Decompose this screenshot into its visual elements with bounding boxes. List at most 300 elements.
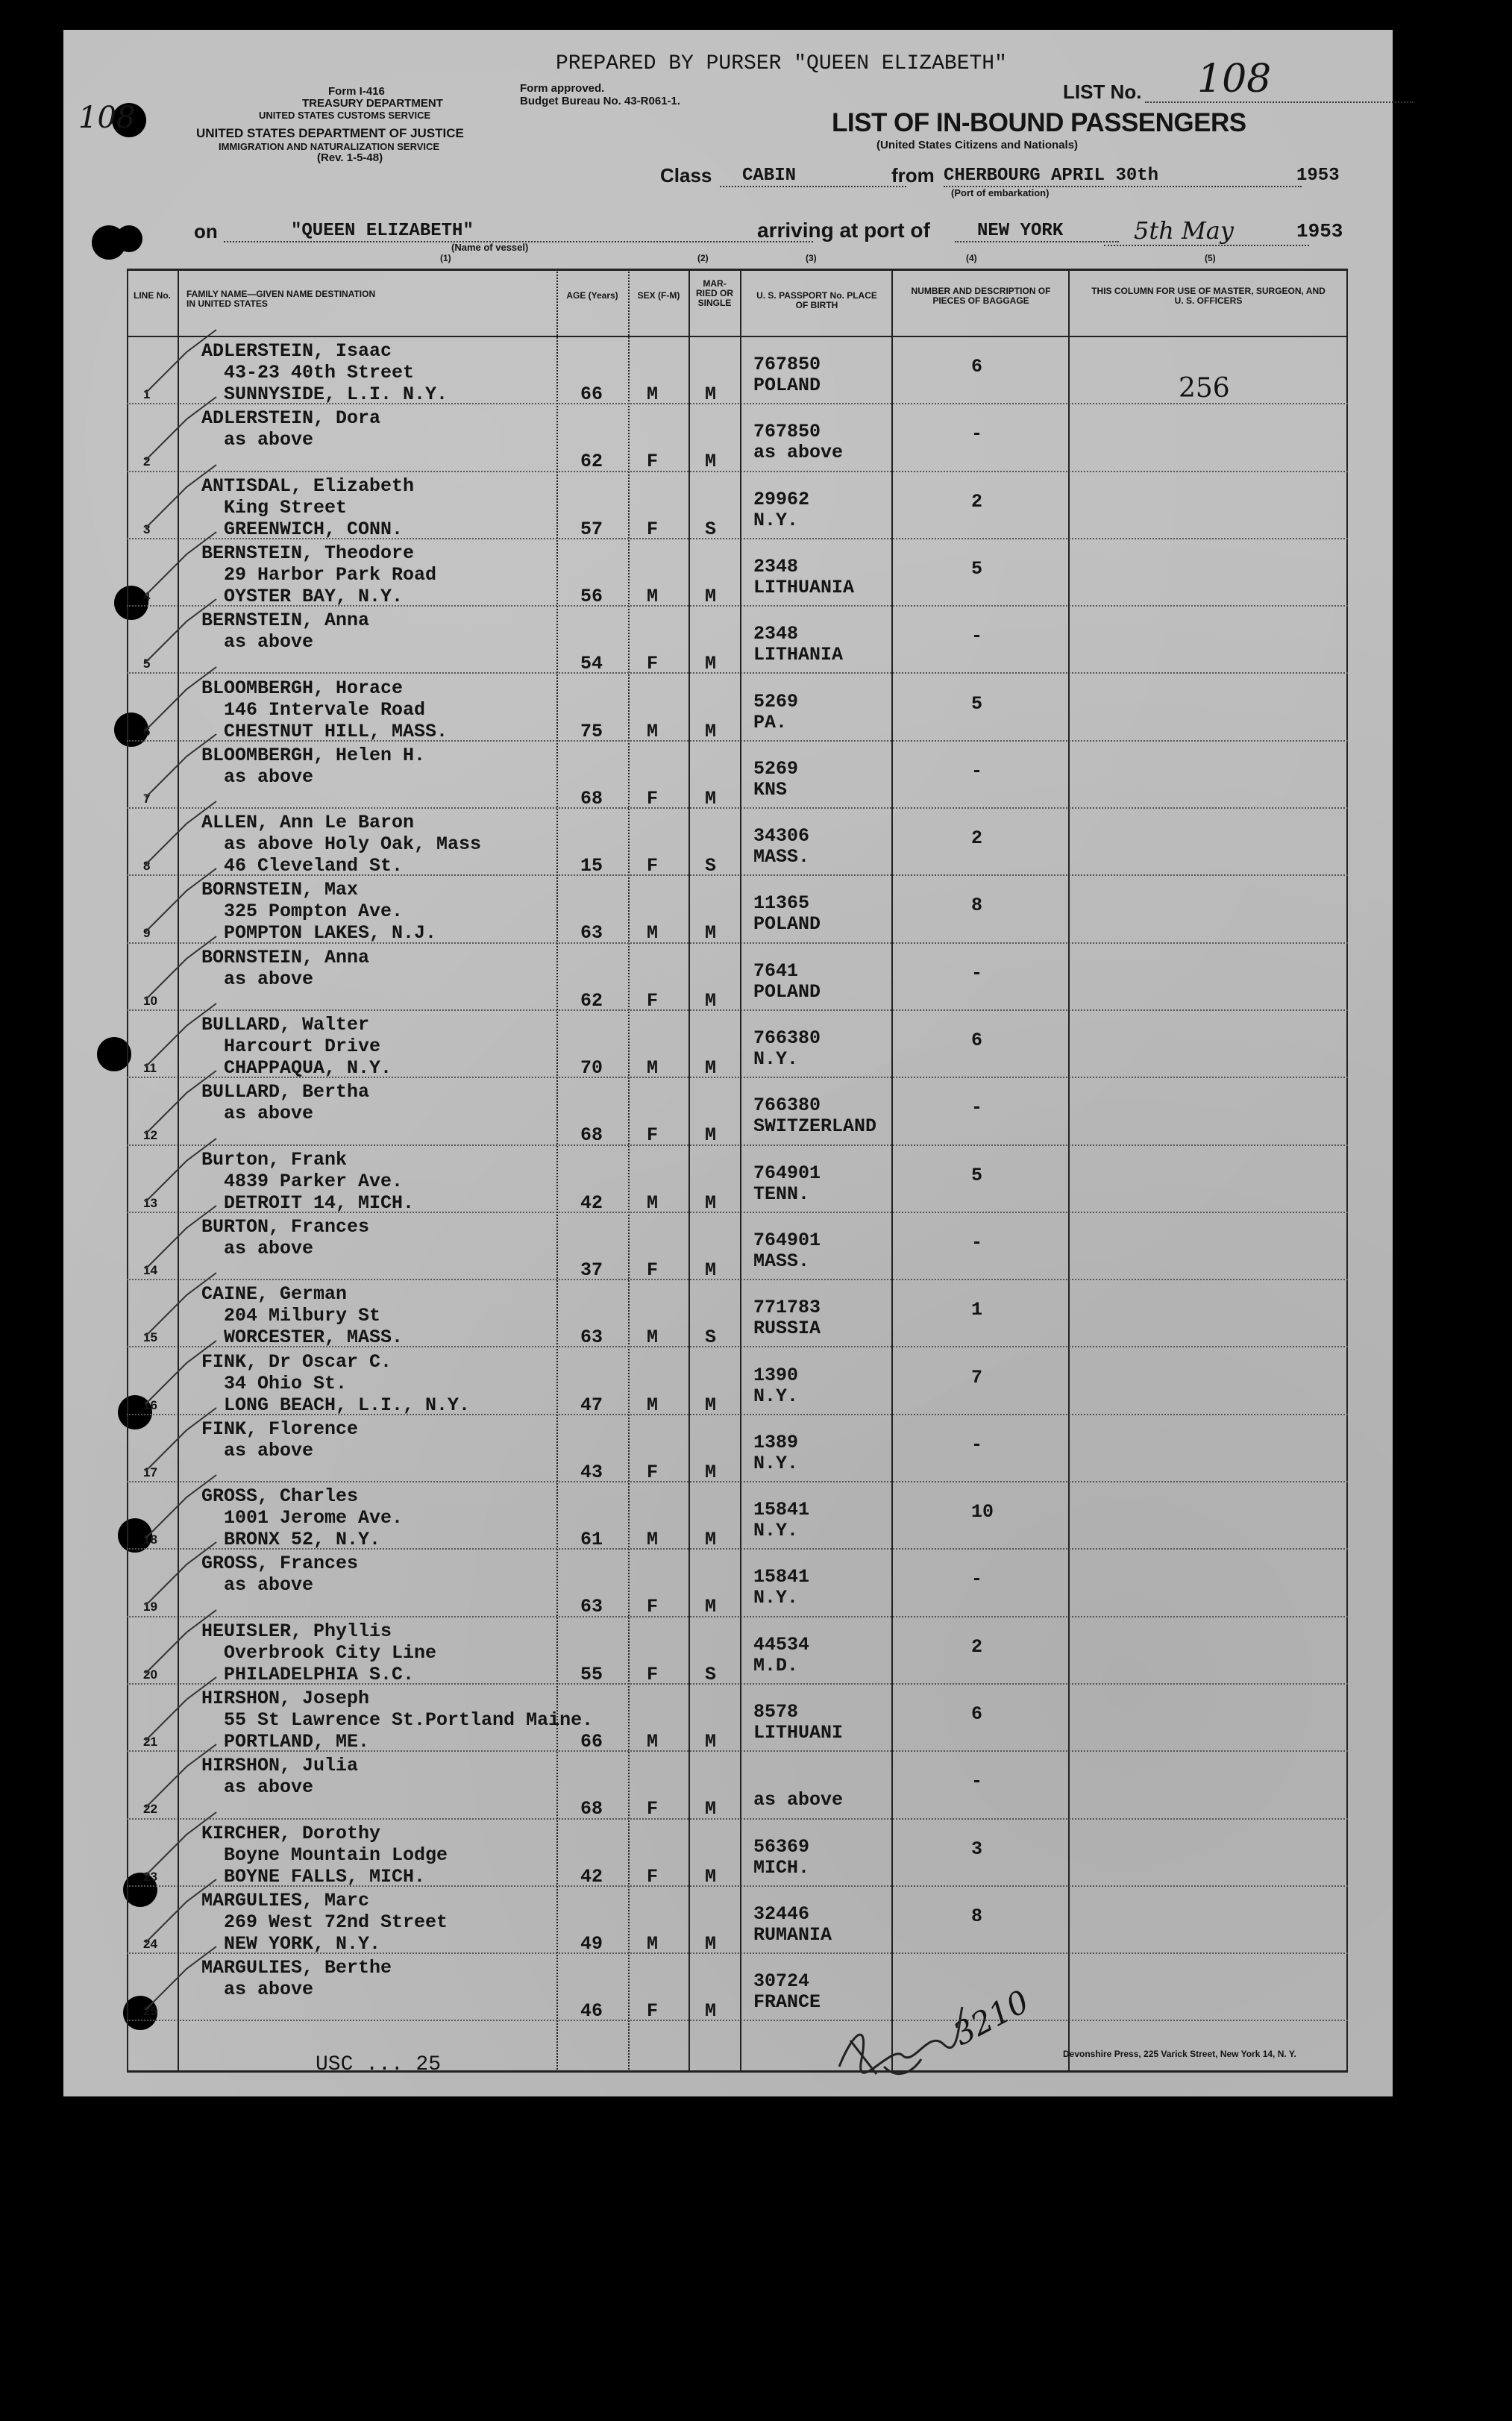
passenger-name: ANTISDAL, Elizabeth bbox=[201, 475, 415, 497]
passenger-age: 55 bbox=[580, 1663, 603, 1685]
passenger-address: Boyne Mountain Lodge bbox=[224, 1844, 448, 1866]
passenger-age: 42 bbox=[580, 1865, 603, 1888]
passenger-age: 37 bbox=[580, 1259, 603, 1281]
passenger-destination: BOYNE FALLS, MICH. bbox=[224, 1865, 426, 1888]
purser-signature bbox=[832, 1999, 966, 2089]
baggage-count: - bbox=[971, 625, 983, 648]
passenger-address: 29 Harbor Park Road bbox=[224, 563, 437, 586]
table-row bbox=[127, 1954, 1348, 2021]
passenger-name: BLOOMBERGH, Helen H. bbox=[201, 744, 426, 766]
passenger-name: BURTON, Frances bbox=[201, 1215, 370, 1238]
baggage-count: 3 bbox=[971, 1838, 983, 1860]
passport-number: 15841 bbox=[753, 1499, 810, 1521]
passenger-destination: CHAPPAQUA, N.Y. bbox=[224, 1057, 392, 1079]
marital-status: M bbox=[705, 1394, 717, 1416]
marital-status: M bbox=[705, 922, 717, 945]
passenger-name: FINK, Dr Oscar C. bbox=[201, 1350, 392, 1373]
from-label: from bbox=[891, 164, 935, 187]
col-header-married: MAR-RIED OR SINGLE bbox=[695, 278, 733, 308]
baggage-count: 2 bbox=[971, 1635, 983, 1658]
passenger-sex: M bbox=[647, 1529, 659, 1551]
baggage-count: 8 bbox=[971, 895, 983, 917]
list-no-label: LIST No. bbox=[1063, 81, 1142, 103]
passenger-sex: M bbox=[647, 1057, 659, 1079]
passenger-sex: M bbox=[647, 1394, 659, 1416]
passenger-address: Harcourt Drive bbox=[224, 1036, 381, 1057]
table-row bbox=[127, 1078, 1348, 1145]
passenger-sex: M bbox=[647, 1191, 659, 1214]
passport-number: 1390 bbox=[753, 1364, 799, 1386]
passenger-name: BLOOMBERGH, Horace bbox=[201, 677, 404, 699]
passenger-destination: LONG BEACH, L.I., N.Y. bbox=[224, 1394, 471, 1416]
signature-number: 3210 bbox=[947, 1982, 1035, 2053]
line-number: 12 bbox=[143, 1128, 157, 1143]
place-of-birth: LITHUANI bbox=[753, 1722, 844, 1744]
marital-status: M bbox=[705, 1259, 717, 1281]
line-number: 17 bbox=[143, 1465, 157, 1479]
passenger-address: 1001 Jerome Ave. bbox=[224, 1507, 404, 1529]
passenger-age: 66 bbox=[580, 383, 603, 405]
passenger-name: BULLARD, Walter bbox=[201, 1014, 370, 1036]
baggage-count: 8 bbox=[971, 1905, 983, 1927]
table-row bbox=[127, 472, 1348, 539]
form-subtitle: (United States Citizens and Nationals) bbox=[876, 139, 1079, 151]
passport-number: 2348 bbox=[753, 623, 799, 645]
baggage-count: - bbox=[971, 1770, 983, 1793]
passenger-age: 63 bbox=[580, 922, 603, 945]
baggage-count: - bbox=[971, 1097, 983, 1119]
passenger-name: BORNSTEIN, Anna bbox=[201, 946, 370, 968]
table-row bbox=[127, 1415, 1348, 1482]
place-of-birth: M.D. bbox=[753, 1654, 799, 1676]
table-row bbox=[127, 1482, 1348, 1550]
passport-number: 8578 bbox=[753, 1701, 799, 1723]
arrival-date: 5th May bbox=[1104, 216, 1309, 246]
form-approved: Form approved. bbox=[520, 82, 605, 95]
marital-status: M bbox=[705, 1124, 717, 1147]
passenger-age: 15 bbox=[580, 855, 603, 877]
baggage-count: 1 bbox=[971, 1299, 983, 1321]
marital-status: S bbox=[705, 855, 717, 877]
table-row bbox=[127, 1280, 1348, 1347]
list-no-value: 108 bbox=[1145, 57, 1414, 103]
line-number: 1 bbox=[143, 387, 151, 401]
passenger-name: HIRSHON, Julia bbox=[201, 1755, 359, 1777]
place-of-birth: N.Y. bbox=[753, 1452, 799, 1474]
passenger-table bbox=[127, 269, 1348, 2073]
place-of-birth: RUSSIA bbox=[753, 1318, 821, 1340]
form-revision: (Rev. 1-5-48) bbox=[317, 151, 383, 164]
from-year: 1953 bbox=[1296, 166, 1340, 186]
table-row bbox=[127, 876, 1348, 943]
marital-status: M bbox=[705, 1461, 717, 1483]
marital-status: M bbox=[705, 383, 717, 405]
passport-number: 5269 bbox=[753, 690, 799, 712]
passport-number: 764901 bbox=[753, 1229, 821, 1251]
passenger-name: FINK, Florence bbox=[201, 1418, 359, 1440]
passenger-address: as above bbox=[224, 1103, 314, 1125]
line-number: 14 bbox=[143, 1262, 157, 1277]
passenger-name: BORNSTEIN, Max bbox=[201, 879, 359, 901]
col-number-2: (2) bbox=[697, 253, 709, 263]
passenger-name: BERNSTEIN, Theodore bbox=[201, 542, 415, 564]
passenger-sex: M bbox=[647, 585, 659, 607]
passenger-sex: F bbox=[647, 1596, 659, 1618]
budget-bureau: Budget Bureau No. 43-R061-1. bbox=[520, 95, 681, 107]
baggage-count: 5 bbox=[971, 692, 983, 715]
line-number: 13 bbox=[143, 1195, 157, 1210]
passenger-sex: F bbox=[647, 518, 659, 540]
line-number: 7 bbox=[143, 791, 151, 806]
passenger-age: 62 bbox=[580, 451, 603, 473]
prepared-by-stamp: PREPARED BY PURSER "QUEEN ELIZABETH" bbox=[556, 52, 1007, 75]
passenger-destination: WORCESTER, MASS. bbox=[224, 1327, 404, 1349]
passenger-sex: F bbox=[647, 1865, 659, 1888]
table-row bbox=[127, 1146, 1348, 1213]
passport-number: 30724 bbox=[753, 1970, 810, 1993]
baggage-count: 7 bbox=[971, 1366, 983, 1388]
passport-number: 767850 bbox=[753, 354, 821, 375]
place-of-birth: N.Y. bbox=[753, 1520, 799, 1542]
passenger-destination: PHILADELPHIA S.C. bbox=[224, 1663, 415, 1685]
marital-status: M bbox=[705, 989, 717, 1012]
passport-number: 29962 bbox=[753, 488, 810, 510]
col-header-line-no: LINE No. bbox=[134, 290, 171, 301]
passenger-sex: F bbox=[647, 1798, 659, 1820]
dept-customs: UNITED STATES CUSTOMS SERVICE bbox=[259, 110, 431, 121]
passenger-address: as above bbox=[224, 631, 314, 654]
passenger-age: 49 bbox=[580, 1932, 603, 1955]
passport-number: 32446 bbox=[753, 1902, 810, 1925]
passenger-age: 75 bbox=[580, 720, 603, 742]
passport-number: 44534 bbox=[753, 1633, 810, 1656]
table-row bbox=[127, 1011, 1348, 1078]
place-of-birth: SWITZERLAND bbox=[753, 1115, 877, 1138]
passenger-address: King Street bbox=[224, 496, 348, 519]
marital-status: M bbox=[705, 1865, 717, 1888]
punch-hole bbox=[116, 225, 142, 252]
marital-status: M bbox=[705, 1057, 717, 1079]
passenger-sex: F bbox=[647, 989, 659, 1012]
line-number: 9 bbox=[143, 926, 151, 941]
table-row bbox=[127, 944, 1348, 1011]
marital-status: M bbox=[705, 720, 717, 742]
vessel-name: "QUEEN ELIZABETH" bbox=[224, 221, 813, 242]
place-of-birth: FRANCE bbox=[753, 1991, 821, 2014]
passenger-age: 47 bbox=[580, 1394, 603, 1416]
passport-number: 7641 bbox=[753, 959, 799, 982]
passenger-address: 43-23 40th Street bbox=[224, 362, 415, 383]
passport-number: 15841 bbox=[753, 1566, 810, 1588]
place-of-birth: N.Y. bbox=[753, 1587, 799, 1609]
passenger-age: 61 bbox=[580, 1529, 603, 1551]
passenger-address: as above bbox=[224, 1979, 314, 2001]
passenger-sex: F bbox=[647, 1259, 659, 1281]
col-header-name: FAMILY NAME—GIVEN NAME DESTINATION IN UNITED STATES bbox=[186, 289, 376, 309]
dept-treasury: TREASURY DEPARTMENT bbox=[302, 97, 443, 110]
marital-status: S bbox=[705, 1663, 717, 1685]
row-divider bbox=[127, 2020, 1348, 2021]
passenger-age: 68 bbox=[580, 787, 603, 809]
passenger-address: as above bbox=[224, 1439, 314, 1462]
passenger-name: BULLARD, Bertha bbox=[201, 1081, 370, 1103]
place-of-birth: as above bbox=[753, 442, 844, 464]
line-number: 16 bbox=[143, 1397, 157, 1412]
baggage-count: 2 bbox=[971, 490, 983, 513]
passenger-address: 4839 Parker Ave. bbox=[224, 1170, 404, 1192]
passenger-address: as above bbox=[224, 1574, 314, 1597]
passenger-age: 63 bbox=[580, 1327, 603, 1349]
passenger-sex: F bbox=[647, 2000, 659, 2023]
place-of-birth: MASS. bbox=[753, 846, 810, 868]
passenger-age: 42 bbox=[580, 1191, 603, 1214]
line-number: 8 bbox=[143, 859, 151, 874]
passenger-destination: NEW YORK, N.Y. bbox=[224, 1932, 381, 1955]
passenger-address: 55 St Lawrence St.Portland Maine. bbox=[224, 1709, 594, 1731]
table-row bbox=[127, 337, 1348, 404]
dept-justice: UNITED STATES DEPARTMENT OF JUSTICE bbox=[196, 126, 464, 140]
on-label: on bbox=[194, 220, 218, 242]
place-of-birth: POLAND bbox=[753, 980, 821, 1003]
passenger-destination: DETROIT 14, MICH. bbox=[224, 1191, 415, 1214]
place-of-birth: N.Y. bbox=[753, 1385, 799, 1407]
passenger-age: 56 bbox=[580, 585, 603, 607]
line-number: 25 bbox=[143, 2004, 157, 2019]
arrival-year: 1953 bbox=[1296, 220, 1343, 242]
dept-immigration: IMMIGRATION AND NATURALIZATION SERVICE bbox=[219, 141, 440, 152]
passport-number: 2348 bbox=[753, 555, 799, 577]
passenger-age: 70 bbox=[580, 1057, 603, 1079]
passenger-destination: PORTLAND, ME. bbox=[224, 1731, 370, 1753]
baggage-count: - bbox=[971, 423, 983, 445]
passenger-destination: 46 Cleveland St. bbox=[224, 855, 404, 877]
table-row bbox=[127, 1617, 1348, 1685]
passenger-name: ADLERSTEIN, Dora bbox=[201, 407, 381, 430]
passport-number: 766380 bbox=[753, 1027, 821, 1049]
place-of-birth: N.Y. bbox=[753, 1048, 799, 1070]
passenger-sex: F bbox=[647, 653, 659, 675]
line-number: 15 bbox=[143, 1330, 157, 1345]
place-of-birth: MASS. bbox=[753, 1250, 810, 1272]
printer-imprint: Devonshire Press, 225 Varick Street, New York 14, N. Y. bbox=[1063, 2049, 1296, 2059]
passenger-address: as above bbox=[224, 765, 314, 788]
passenger-destination: CHESTNUT HILL, MASS. bbox=[224, 720, 448, 742]
passenger-destination: GREENWICH, CONN. bbox=[224, 518, 404, 540]
passenger-sex: F bbox=[647, 1461, 659, 1483]
passport-number: 767850 bbox=[753, 421, 821, 443]
line-number: 11 bbox=[143, 1061, 157, 1075]
class-value: CABIN bbox=[720, 166, 906, 187]
place-of-birth: RUMANIA bbox=[753, 1923, 832, 1946]
passport-number: 11365 bbox=[753, 892, 810, 915]
passenger-age: 43 bbox=[580, 1461, 603, 1483]
passport-number: 1389 bbox=[753, 1431, 799, 1453]
col-number-1: (1) bbox=[440, 253, 451, 263]
passenger-address: 34 Ohio St. bbox=[224, 1372, 348, 1394]
arriving-label: arriving at port of bbox=[757, 219, 930, 242]
place-of-birth: POLAND bbox=[753, 375, 821, 396]
table-row bbox=[127, 1820, 1348, 1887]
col-number-4: (4) bbox=[966, 253, 977, 263]
col-header-officers: THIS COLUMN FOR USE OF MASTER, SURGEON, AND U. S. OFFICERS bbox=[1091, 286, 1326, 306]
table-row bbox=[127, 674, 1348, 742]
passenger-name: MARGULIES, Berthe bbox=[201, 1957, 392, 1979]
passenger-name: GROSS, Frances bbox=[201, 1553, 359, 1575]
passenger-name: ADLERSTEIN, Isaac bbox=[201, 340, 392, 362]
vessel-label: (Name of vessel) bbox=[451, 242, 529, 253]
passenger-address: 146 Intervale Road bbox=[224, 698, 426, 721]
passenger-address: as above bbox=[224, 429, 314, 451]
marital-status: M bbox=[705, 787, 717, 809]
line-number: 19 bbox=[143, 1600, 157, 1614]
passenger-sex: M bbox=[647, 383, 659, 405]
marital-status: M bbox=[705, 1191, 717, 1214]
form-title: LIST OF IN-BOUND PASSENGERS bbox=[832, 108, 1246, 137]
place-of-birth: N.Y. bbox=[753, 509, 799, 531]
passenger-name: BERNSTEIN, Anna bbox=[201, 610, 370, 632]
passenger-sex: F bbox=[647, 451, 659, 473]
place-of-birth: MICH. bbox=[753, 1856, 810, 1879]
place-of-birth: as above bbox=[753, 1789, 844, 1811]
passenger-sex: M bbox=[647, 1327, 659, 1349]
table-row bbox=[127, 1213, 1348, 1280]
usc-count: USC ... 25 bbox=[316, 2053, 442, 2076]
line-number: 20 bbox=[143, 1667, 157, 1682]
table-row bbox=[127, 1550, 1348, 1617]
baggage-count: - bbox=[971, 1433, 983, 1456]
line-number: 4 bbox=[143, 589, 151, 604]
passenger-sex: M bbox=[647, 1932, 659, 1955]
passenger-age: 62 bbox=[580, 989, 603, 1012]
officer-note: 256 bbox=[1179, 373, 1230, 404]
passenger-destination: SUNNYSIDE, L.I. N.Y. bbox=[224, 383, 448, 405]
passenger-name: HIRSHON, Joseph bbox=[201, 1688, 370, 1709]
passenger-address: as above bbox=[224, 1776, 314, 1799]
table-row bbox=[127, 742, 1348, 809]
passenger-age: 57 bbox=[580, 518, 603, 540]
baggage-count: 2 bbox=[971, 827, 983, 850]
marital-status: M bbox=[705, 1731, 717, 1753]
passenger-sex: M bbox=[647, 720, 659, 742]
marital-status: M bbox=[705, 1529, 717, 1551]
table-row bbox=[127, 809, 1348, 876]
passport-number: 766380 bbox=[753, 1094, 821, 1117]
line-number: 3 bbox=[143, 522, 151, 536]
table-row bbox=[127, 1887, 1348, 1954]
passenger-destination: POMPTON LAKES, N.J. bbox=[224, 922, 437, 945]
passenger-sex: F bbox=[647, 855, 659, 877]
passport-number: 764901 bbox=[753, 1162, 821, 1184]
line-number: 2 bbox=[143, 454, 151, 469]
class-label: Class bbox=[660, 164, 712, 187]
port-embarkation-label: (Port of embarkation) bbox=[951, 187, 1050, 198]
marital-status: M bbox=[705, 2000, 717, 2023]
marital-status: M bbox=[705, 451, 717, 473]
table-row bbox=[127, 607, 1348, 674]
baggage-count: 6 bbox=[971, 1030, 983, 1051]
col-header-age: AGE (Years) bbox=[566, 290, 618, 301]
passenger-age: 46 bbox=[580, 2000, 603, 2023]
marital-status: M bbox=[705, 585, 717, 607]
passenger-address: as above Holy Oak, Mass bbox=[224, 833, 482, 856]
line-number: 6 bbox=[143, 724, 151, 739]
col-header-baggage: NUMBER AND DESCRIPTION OF PIECES OF BAGGAGE bbox=[911, 286, 1051, 306]
baggage-count: - bbox=[971, 1231, 983, 1253]
passenger-name: ALLEN, Ann Le Baron bbox=[201, 812, 415, 834]
passport-number: 771783 bbox=[753, 1297, 821, 1319]
passenger-address: 204 Milbury St bbox=[224, 1305, 381, 1327]
margin-list-number: 108 bbox=[78, 101, 136, 135]
col-header-passport: U. S. PASSPORT No. PLACE OF BIRTH bbox=[756, 290, 877, 310]
table-row bbox=[127, 404, 1348, 472]
line-number: 18 bbox=[143, 1532, 157, 1547]
baggage-count: - bbox=[971, 760, 983, 782]
col-header-sex: SEX (F-M) bbox=[637, 290, 680, 301]
passenger-age: 66 bbox=[580, 1731, 603, 1753]
passenger-name: HEUISLER, Phyllis bbox=[201, 1620, 392, 1642]
passenger-sex: F bbox=[647, 1124, 659, 1147]
passport-number: 56369 bbox=[753, 1835, 810, 1858]
arrival-port: NEW YORK bbox=[955, 221, 1119, 242]
passenger-age: 68 bbox=[580, 1798, 603, 1820]
marital-status: M bbox=[705, 1596, 717, 1618]
marital-status: S bbox=[705, 1327, 717, 1349]
marital-status: M bbox=[705, 1932, 717, 1955]
table-row bbox=[127, 1752, 1348, 1819]
line-number: 22 bbox=[143, 1802, 157, 1817]
passenger-address: as above bbox=[224, 1237, 314, 1259]
baggage-count: - bbox=[971, 1568, 983, 1591]
line-number: 21 bbox=[143, 1735, 157, 1749]
place-of-birth: KNS bbox=[753, 778, 788, 801]
marital-status: S bbox=[705, 518, 717, 540]
passenger-address: 269 West 72nd Street bbox=[224, 1911, 448, 1933]
passenger-age: 68 bbox=[580, 1124, 603, 1147]
baggage-count: 5 bbox=[971, 557, 983, 580]
manifest-page bbox=[63, 30, 1393, 2096]
passenger-sex: F bbox=[647, 1663, 659, 1685]
form-number: Form I-416 bbox=[328, 85, 385, 98]
passenger-name: CAINE, German bbox=[201, 1283, 348, 1306]
passenger-name: Burton, Frank bbox=[201, 1148, 348, 1171]
place-of-birth: POLAND bbox=[753, 913, 821, 936]
place-of-birth: LITHANIA bbox=[753, 644, 844, 666]
passenger-address: as above bbox=[224, 968, 314, 990]
place-of-birth: TENN. bbox=[753, 1183, 810, 1205]
baggage-count: - bbox=[971, 962, 983, 984]
passenger-sex: F bbox=[647, 787, 659, 809]
baggage-count: 6 bbox=[971, 356, 983, 378]
place-of-birth: PA. bbox=[753, 711, 788, 733]
passenger-address: Overbrook City Line bbox=[224, 1641, 437, 1664]
passenger-name: GROSS, Charles bbox=[201, 1485, 359, 1508]
table-row bbox=[127, 1348, 1348, 1415]
passenger-age: 63 bbox=[580, 1596, 603, 1618]
line-number: 5 bbox=[143, 657, 151, 671]
check-mark bbox=[142, 1939, 239, 2021]
passenger-name: KIRCHER, Dorothy bbox=[201, 1822, 381, 1844]
passenger-sex: M bbox=[647, 1731, 659, 1753]
line-number: 23 bbox=[143, 1869, 157, 1884]
table-row bbox=[127, 1685, 1348, 1752]
baggage-count: 6 bbox=[971, 1703, 983, 1725]
passport-number: 5269 bbox=[753, 757, 799, 780]
place-of-birth: LITHUANIA bbox=[753, 576, 855, 598]
marital-status: M bbox=[705, 653, 717, 675]
passenger-address: 325 Pompton Ave. bbox=[224, 901, 404, 923]
passenger-sex: M bbox=[647, 922, 659, 945]
col-number-3: (3) bbox=[806, 253, 817, 263]
